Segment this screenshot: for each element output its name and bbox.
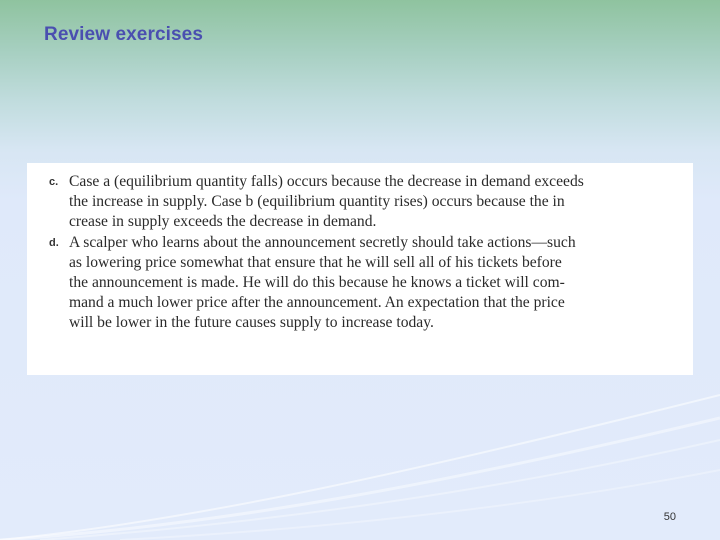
answer-line: Case a (equilibrium quantity falls) occurs because the decrease in demand exceeds bbox=[69, 173, 584, 190]
answer-item-c bbox=[49, 172, 681, 232]
answer-paragraph bbox=[69, 233, 681, 333]
answer-text-image bbox=[27, 163, 693, 375]
answer-line: as lowering price somewhat that ensure that he will sell all of his tickets before bbox=[69, 254, 562, 271]
answer-line: A scalper who learns about the announcement secretly should take actions—such bbox=[69, 234, 576, 251]
answer-line: will be lower in the future causes supply to increase today. bbox=[69, 314, 434, 331]
answer-paragraph bbox=[69, 172, 681, 232]
wave-line bbox=[40, 440, 720, 540]
wave-line bbox=[0, 395, 720, 540]
wave-line bbox=[0, 418, 720, 540]
answer-letter: d. bbox=[49, 237, 59, 249]
answer-line: the increase in supply. Case b (equilibrium quantity rises) occurs because the in bbox=[69, 193, 565, 210]
slide-title: Review exercises bbox=[44, 24, 203, 45]
wave-line bbox=[120, 470, 720, 540]
answer-item-d bbox=[49, 233, 681, 333]
answer-line: the announcement is made. He will do this because he knows a ticket will com- bbox=[69, 274, 565, 291]
answer-letter: c. bbox=[49, 176, 59, 188]
answer-line: mand a much lower price after the announcement. An expectation that the price bbox=[69, 294, 565, 311]
answer-line: crease in supply exceeds the decrease in demand. bbox=[69, 213, 377, 230]
page-number: 50 bbox=[663, 511, 676, 523]
